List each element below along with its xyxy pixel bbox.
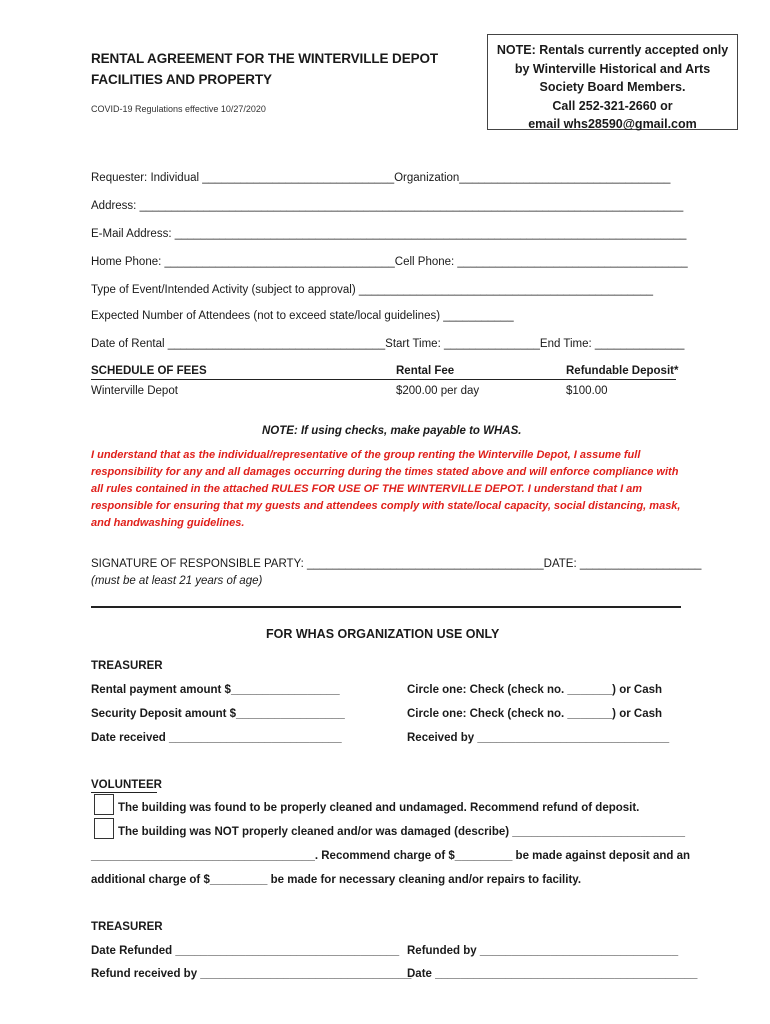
form-title-line1: RENTAL AGREEMENT FOR THE WINTERVILLE DEPOT	[91, 51, 439, 66]
refund-received-by-field[interactable]: Refund received by _________________________________	[91, 968, 412, 980]
fees-header-underline	[91, 379, 676, 380]
volunteer-label: VOLUNTEER	[91, 779, 162, 791]
date-of-rental-field[interactable]: Date of Rental __________________________________Start Time: _______________End Time: ______________	[91, 338, 685, 350]
security-deposit-field[interactable]: Security Deposit amount $_________________	[91, 708, 345, 720]
fees-row-name: Winterville Depot	[91, 385, 178, 397]
section-divider	[91, 606, 681, 608]
agreement-statement: I understand that as the individual/representative of the group renting the Winterville Depot, I assume full responsibility for any and all damages occurring during the times stated above and will enforce compliance with all rules contained in the attached RULES FOR USE OF THE WINTERVILLE DEPOT. I understand that I am responsible for ensuring that my guests and attendees comply with state/local capacity, social distancing, mask, and handwashing guidelines.	[91, 449, 681, 529]
charge-line-1[interactable]: ___________________________________. Recommend charge of $_________ be made against deposit and an	[91, 850, 691, 862]
received-by-field[interactable]: Received by ______________________________	[407, 732, 670, 744]
address-field[interactable]: Address: _____________________________________________________________________________________	[91, 200, 684, 212]
note-line-2: by Winterville Historical and Arts	[514, 61, 711, 76]
clean-option-label: The building was found to be properly cleaned and undamaged. Recommend refund of deposit.	[118, 802, 640, 814]
security-deposit-method[interactable]: Circle one: Check (check no. _______) or Cash	[407, 708, 663, 720]
fees-header-schedule: SCHEDULE OF FEES	[91, 365, 207, 377]
note-line-3: Society Board Members.	[539, 80, 686, 94]
org-use-heading: FOR WHAS ORGANIZATION USE ONLY	[266, 627, 500, 641]
volunteer-underline	[91, 792, 157, 793]
refund-date-field[interactable]: Date _________________________________________	[407, 968, 698, 980]
fees-header-rental: Rental Fee	[396, 365, 455, 377]
age-note: (must be at least 21 years of age)	[91, 575, 263, 587]
rental-note-box	[487, 34, 738, 130]
email-field[interactable]: E-Mail Address: ________________________________________________________________________________	[91, 228, 687, 240]
phone-field[interactable]: Home Phone: ____________________________________Cell Phone: ____________________________________	[91, 256, 688, 268]
signature-field[interactable]: SIGNATURE OF RESPONSIBLE PARTY: _____________________________________DATE: ___________________	[91, 558, 702, 570]
form-title	[91, 48, 438, 90]
rental-payment-method[interactable]: Circle one: Check (check no. _______) or Cash	[407, 684, 663, 696]
check-payable-note: NOTE: If using checks, make payable to WHAS.	[262, 425, 522, 437]
form-title-line2: FACILITIES AND PROPERTY	[91, 72, 272, 87]
not-clean-option-label[interactable]: The building was NOT properly cleaned and/or was damaged (describe) ___________________________	[118, 826, 685, 838]
requester-field[interactable]: Requester: Individual ______________________________Organization_________________________________	[91, 172, 671, 184]
clean-checkbox[interactable]	[94, 794, 114, 815]
fees-header-deposit: Refundable Deposit*	[566, 365, 679, 377]
fees-row-fee: $200.00 per day	[396, 385, 480, 397]
note-line-5: email whs28590@gmail.com	[528, 117, 697, 131]
fees-row-deposit: $100.00	[566, 385, 608, 397]
charge-line-2[interactable]: additional charge of $_________ be made for necessary cleaning and/or repairs to facility.	[91, 874, 582, 886]
covid-note: COVID-19 Regulations effective 10/27/2020	[91, 104, 266, 114]
attendees-field[interactable]: Expected Number of Attendees (not to exceed state/local guidelines) ___________	[91, 310, 514, 322]
date-received-field[interactable]: Date received ___________________________	[91, 732, 342, 744]
date-refunded-field[interactable]: Date Refunded ___________________________________	[91, 945, 400, 957]
event-type-field[interactable]: Type of Event/Intended Activity (subject to approval) ______________________________________________	[91, 284, 654, 296]
treasurer-label: TREASURER	[91, 660, 163, 672]
note-line-4: Call 252-321-2660 or	[552, 98, 673, 113]
treasurer-label-2: TREASURER	[91, 921, 163, 933]
note-line-1: NOTE: Rentals currently accepted only	[496, 43, 729, 57]
not-clean-checkbox[interactable]	[94, 818, 114, 839]
refunded-by-field[interactable]: Refunded by _______________________________	[407, 945, 679, 957]
rental-payment-field[interactable]: Rental payment amount $_________________	[91, 684, 340, 696]
